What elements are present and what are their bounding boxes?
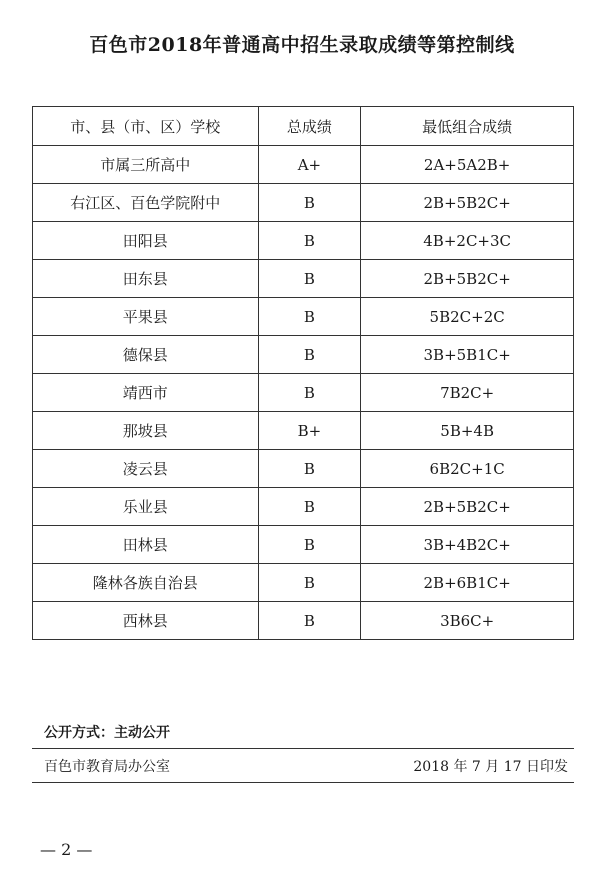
school-cell: 市属三所高中 <box>33 146 259 184</box>
school-cell: 德保县 <box>33 336 259 374</box>
school-cell: 乐业县 <box>33 488 259 526</box>
footer-divider-top <box>32 748 574 749</box>
school-cell: 田东县 <box>33 260 259 298</box>
total-cell: B+ <box>258 412 361 450</box>
document-title: 百色市2018年普通高中招生录取成绩等第控制线 <box>89 34 515 56</box>
table-row <box>33 298 574 336</box>
table-row <box>33 488 574 526</box>
school-cell: 平果县 <box>33 298 259 336</box>
combo-cell: 7B2C+ <box>361 374 574 412</box>
issue-date: 2018 年 7 月 17 日印发 <box>413 759 568 775</box>
header-school: 市、县（市、区）学校 <box>33 107 259 146</box>
total-cell: B <box>258 564 361 602</box>
school-cell: 凌云县 <box>33 450 259 488</box>
table-row <box>33 374 574 412</box>
table-row <box>33 412 574 450</box>
table-row <box>33 146 574 184</box>
page-number: — 2 — <box>40 840 93 859</box>
total-cell: B <box>258 374 361 412</box>
table-row <box>33 450 574 488</box>
school-cell: 田阳县 <box>33 222 259 260</box>
table-row <box>33 260 574 298</box>
total-cell: B <box>258 298 361 336</box>
combo-cell: 2B+6B1C+ <box>361 564 574 602</box>
combo-cell: 2B+5B2C+ <box>361 260 574 298</box>
combo-cell: 3B6C+ <box>361 602 574 640</box>
table-row <box>33 564 574 602</box>
combo-cell: 3B+5B1C+ <box>361 336 574 374</box>
table-row <box>33 602 574 640</box>
combo-cell: 3B+4B2C+ <box>361 526 574 564</box>
combo-cell: 6B2C+1C <box>361 450 574 488</box>
table-row <box>33 526 574 564</box>
total-cell: A+ <box>258 146 361 184</box>
total-cell: B <box>258 602 361 640</box>
combo-cell: 4B+2C+3C <box>361 222 574 260</box>
combo-cell: 5B+4B <box>361 412 574 450</box>
total-cell: B <box>258 336 361 374</box>
table-row <box>33 222 574 260</box>
issuing-office: 百色市教育局办公室 <box>44 759 170 775</box>
total-cell: B <box>258 260 361 298</box>
table-row <box>33 184 574 222</box>
total-cell: B <box>258 450 361 488</box>
disclosure-mode: 公开方式：主动公开 <box>44 725 170 741</box>
total-cell: B <box>258 222 361 260</box>
combo-cell: 2B+5B2C+ <box>361 184 574 222</box>
combo-cell: 2B+5B2C+ <box>361 488 574 526</box>
table-header-row <box>33 107 574 146</box>
score-threshold-table <box>32 106 574 640</box>
header-total-score: 总成绩 <box>258 107 361 146</box>
school-cell: 隆林各族自治县 <box>33 564 259 602</box>
header-min-combination: 最低组合成绩 <box>361 107 574 146</box>
table-row <box>33 336 574 374</box>
school-cell: 右江区、百色学院附中 <box>33 184 259 222</box>
combo-cell: 2A+5A2B+ <box>361 146 574 184</box>
school-cell: 靖西市 <box>33 374 259 412</box>
total-cell: B <box>258 526 361 564</box>
school-cell: 西林县 <box>33 602 259 640</box>
footer-divider-bottom <box>32 782 574 783</box>
combo-cell: 5B2C+2C <box>361 298 574 336</box>
total-cell: B <box>258 184 361 222</box>
school-cell: 那坡县 <box>33 412 259 450</box>
total-cell: B <box>258 488 361 526</box>
school-cell: 田林县 <box>33 526 259 564</box>
